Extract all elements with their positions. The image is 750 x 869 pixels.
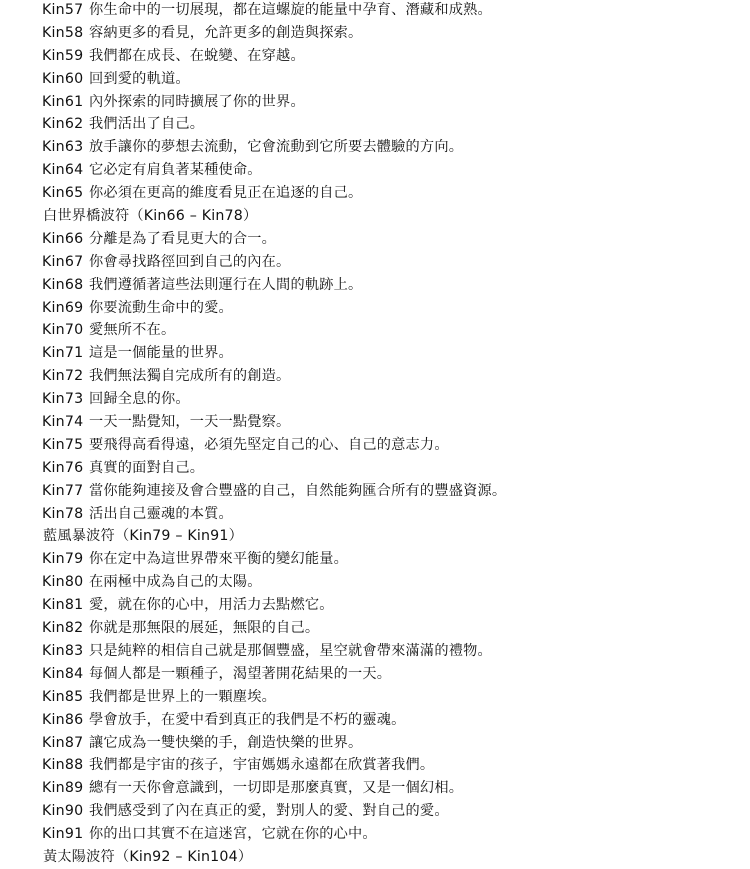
kin-message: 這是一個能量的世界。: [89, 345, 233, 362]
kin-number: Kin86: [42, 711, 84, 728]
kin-message: 我們都在成長、在蛻變、在穿越。: [89, 47, 305, 64]
wavespell-title: 黃太陽波符（Kin92 – Kin104）: [43, 848, 253, 865]
kin-message: 回到愛的軌道。: [89, 70, 190, 87]
kin-line: [42, 503, 750, 526]
kin-number: Kin81: [42, 597, 84, 614]
kin-message: 你會尋找路徑回到自己的內在。: [89, 253, 291, 270]
kin-number: Kin69: [42, 299, 84, 316]
kin-number: Kin88: [42, 757, 84, 774]
kin-message: 分離是為了看見更大的合一。: [89, 230, 277, 247]
kin-number: Kin85: [42, 688, 84, 705]
kin-line: [42, 457, 750, 480]
kin-message: 我們遵循著這些法則運行在人間的軌跡上。: [89, 276, 363, 293]
kin-line: [42, 434, 750, 457]
kin-number: Kin60: [42, 70, 84, 87]
wavespell-title: 藍風暴波符（Kin79 – Kin91）: [43, 528, 244, 545]
kin-number: Kin63: [42, 139, 84, 156]
kin-message: 它必定有肩負著某種使命。: [89, 162, 262, 179]
kin-message: 容納更多的看見，允許更多的創造與探索。: [89, 24, 363, 41]
kin-message: 我們無法獨自完成所有的創造。: [89, 368, 291, 385]
kin-number: Kin79: [42, 551, 84, 568]
kin-line: [42, 754, 750, 777]
kin-number: Kin66: [42, 230, 84, 247]
kin-number: Kin67: [42, 253, 84, 270]
kin-line: [42, 0, 750, 22]
kin-number: Kin71: [42, 345, 84, 362]
kin-message: 我們活出了自己。: [89, 116, 205, 133]
kin-message: 一天一點覺知，一天一點覺察。: [89, 414, 291, 431]
kin-number: Kin76: [42, 459, 84, 476]
kin-line: [42, 319, 750, 342]
kin-message: 內外探索的同時擴展了你的世界。: [89, 93, 305, 110]
kin-line: [42, 732, 750, 755]
kin-message: 你生命中的一切展現，都在這螺旋的能量中孕育、潛藏和成熟。: [89, 2, 492, 18]
kin-line: [42, 182, 750, 205]
kin-number: Kin78: [42, 505, 84, 522]
kin-line: [42, 136, 750, 159]
wavespell-heading: [42, 846, 750, 869]
kin-line: [42, 480, 750, 503]
kin-number: Kin83: [42, 642, 84, 659]
kin-number: Kin65: [42, 185, 84, 202]
kin-number: Kin84: [42, 665, 84, 682]
kin-line: [42, 22, 750, 45]
kin-number: Kin57: [42, 2, 84, 18]
kin-line: [42, 640, 750, 663]
kin-number: Kin87: [42, 734, 84, 751]
document-body: [42, 0, 750, 869]
kin-message: 當你能夠連接及會合豐盛的自己，自然能夠匯合所有的豐盛資源。: [89, 482, 507, 499]
kin-number: Kin77: [42, 482, 84, 499]
kin-message: 回歸全息的你。: [89, 391, 190, 408]
kin-line: [42, 777, 750, 800]
kin-message: 活出自己靈魂的本質。: [89, 505, 233, 522]
kin-number: Kin68: [42, 276, 84, 293]
kin-line: [42, 91, 750, 114]
kin-line: [42, 113, 750, 136]
wavespell-title: 白世界橋波符（Kin66 – Kin78）: [43, 208, 258, 225]
kin-message: 要飛得高看得遠，必須先堅定自己的心、自己的意志力。: [89, 436, 449, 453]
kin-number: Kin80: [42, 574, 84, 591]
kin-message: 在兩極中成為自己的太陽。: [89, 574, 262, 591]
kin-message: 只是純粹的相信自己就是那個豐盛，星空就會帶來滿滿的禮物。: [89, 642, 492, 659]
kin-message: 我們感受到了內在真正的愛，對別人的愛、對自己的愛。: [89, 803, 449, 820]
kin-line: [42, 159, 750, 182]
kin-number: Kin90: [42, 803, 84, 820]
kin-line: [42, 686, 750, 709]
kin-number: Kin82: [42, 620, 84, 637]
kin-line: [42, 594, 750, 617]
kin-number: Kin62: [42, 116, 84, 133]
kin-message: 你必須在更高的維度看見正在追逐的自己。: [89, 185, 363, 202]
kin-line: [42, 342, 750, 365]
kin-number: Kin72: [42, 368, 84, 385]
kin-message: 你就是那無限的展延，無限的自己。: [89, 620, 320, 637]
kin-line: [42, 823, 750, 846]
kin-line: [42, 274, 750, 297]
kin-number: Kin58: [42, 24, 84, 41]
kin-message: 總有一天你會意識到，一切即是那麼真實，又是一個幻相。: [89, 780, 464, 797]
kin-line: [42, 571, 750, 594]
kin-line: [42, 45, 750, 68]
kin-line: [42, 297, 750, 320]
kin-line: [42, 709, 750, 732]
kin-line: [42, 365, 750, 388]
kin-line: [42, 411, 750, 434]
kin-number: Kin89: [42, 780, 84, 797]
kin-number: Kin64: [42, 162, 84, 179]
kin-line: [42, 251, 750, 274]
kin-message: 學會放手，在愛中看到真正的我們是不朽的靈魂。: [89, 711, 406, 728]
kin-line: [42, 617, 750, 640]
kin-number: Kin73: [42, 391, 84, 408]
kin-number: Kin91: [42, 826, 84, 843]
kin-line: [42, 800, 750, 823]
kin-message: 你在定中為這世界帶來平衡的變幻能量。: [89, 551, 348, 568]
kin-number: Kin59: [42, 47, 84, 64]
kin-message: 每個人都是一顆種子，渴望著開花結果的一天。: [89, 665, 392, 682]
kin-message: 讓它成為一雙快樂的手，創造快樂的世界。: [89, 734, 363, 751]
kin-number: Kin61: [42, 93, 84, 110]
kin-message: 我們都是宇宙的孩子，宇宙媽媽永遠都在欣賞著我們。: [89, 757, 435, 774]
kin-line: [42, 68, 750, 91]
kin-line: [42, 388, 750, 411]
kin-line: [42, 548, 750, 571]
kin-message: 愛無所不在。: [89, 322, 176, 339]
kin-message: 你要流動生命中的愛。: [89, 299, 233, 316]
kin-number: Kin74: [42, 414, 84, 431]
wavespell-heading: [42, 205, 750, 228]
kin-message: 我們都是世界上的一顆塵埃。: [89, 688, 277, 705]
kin-message: 真實的面對自己。: [89, 459, 205, 476]
wavespell-heading: [42, 525, 750, 548]
kin-line: [42, 663, 750, 686]
kin-number: Kin75: [42, 436, 84, 453]
kin-number: Kin70: [42, 322, 84, 339]
kin-line: [42, 228, 750, 251]
kin-message: 你的出口其實不在這迷宮，它就在你的心中。: [89, 826, 377, 843]
kin-message: 愛，就在你的心中，用活力去點燃它。: [89, 597, 334, 614]
kin-message: 放手讓你的夢想去流動，它會流動到它所要去體驗的方向。: [89, 139, 464, 156]
